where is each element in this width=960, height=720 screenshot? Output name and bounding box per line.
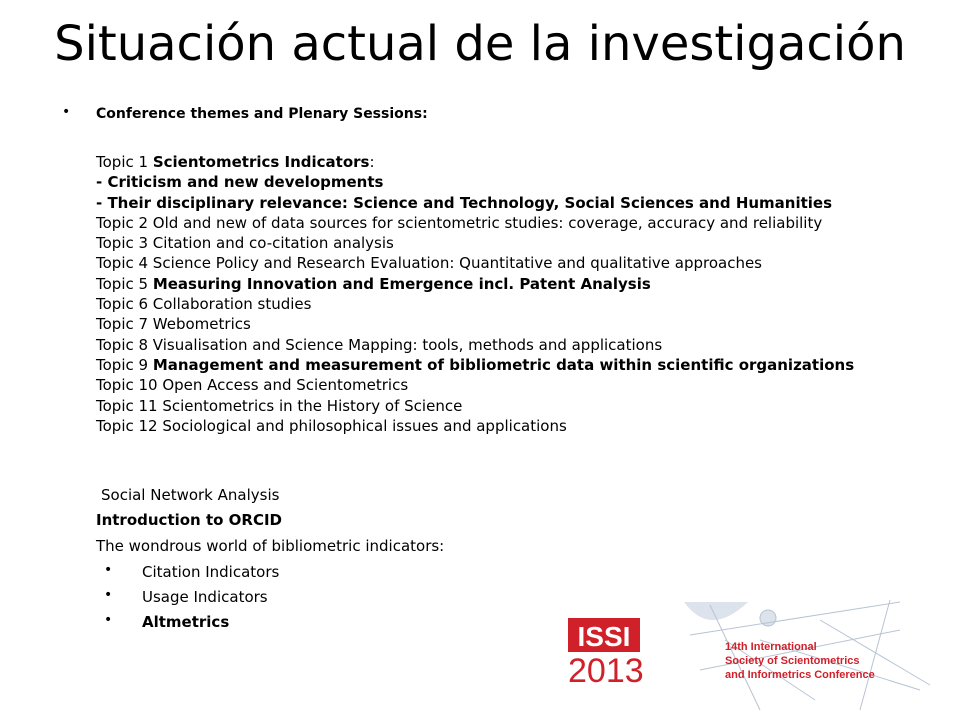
conf-line-2: Society of Scientometrics — [725, 655, 860, 667]
sub-item-usage: Usage Indicators — [142, 588, 268, 606]
issi-mark-icon — [568, 618, 644, 690]
year-text: 2013 — [568, 652, 644, 690]
topic-1-sub-2: - Their disciplinary relevance: Science and Technology, Social Sciences and Humanities — [96, 193, 833, 212]
topic-5: Topic 5 Measuring Innovation and Emergence incl. Patent Analysis — [96, 274, 651, 293]
orcid-intro: Introduction to ORCID — [96, 511, 282, 529]
topic-9: Topic 9 Management and measurement of bibliometric data within scientific organizations — [96, 355, 855, 374]
topic-6: Topic 6 Collaboration studies — [96, 295, 312, 314]
sub-item-altmetrics: Altmetrics — [142, 613, 230, 631]
bullet-icon: • — [62, 104, 71, 120]
social-network-analysis: Social Network Analysis — [101, 486, 280, 504]
topic-12: Topic 12 Sociological and philosophical issues and applications — [96, 416, 567, 435]
wondrous-world: The wondrous world of bibliometric indicators: — [96, 537, 445, 555]
conf-line-3: and Informetrics Conference — [725, 669, 875, 681]
topic-11: Topic 11 Scientometrics in the History of Science — [96, 396, 463, 415]
slide-title: Situación actual de la investigación — [54, 16, 906, 72]
issi-logo — [560, 600, 960, 720]
topic-8: Topic 8 Visualisation and Science Mapping: tools, methods and applications — [96, 335, 663, 354]
bullet-icon: • — [104, 562, 113, 578]
issi-text: ISSI — [577, 621, 631, 652]
sub-item-citation: Citation Indicators — [142, 563, 280, 581]
section-heading: Conference themes and Plenary Sessions: — [96, 106, 428, 122]
topic-7: Topic 7 Webometrics — [96, 315, 251, 334]
topic-1-sub-1: - Criticism and new developments — [96, 173, 384, 192]
bullet-icon: • — [104, 587, 113, 603]
topic-10: Topic 10 Open Access and Scientometrics — [96, 376, 409, 395]
bullet-icon: • — [104, 612, 113, 628]
topic-3: Topic 3 Citation and co-citation analysis — [96, 234, 394, 253]
conf-line-1: 14th International — [725, 641, 817, 653]
topic-1: Topic 1 Scientometrics Indicators: — [96, 153, 375, 171]
topic-2: Topic 2 Old and new of data sources for scientometric studies: coverage, accuracy and reliability — [96, 213, 823, 232]
topic-list — [96, 152, 876, 436]
topic-4: Topic 4 Science Policy and Research Evaluation: Quantitative and qualitative approaches — [96, 254, 762, 273]
